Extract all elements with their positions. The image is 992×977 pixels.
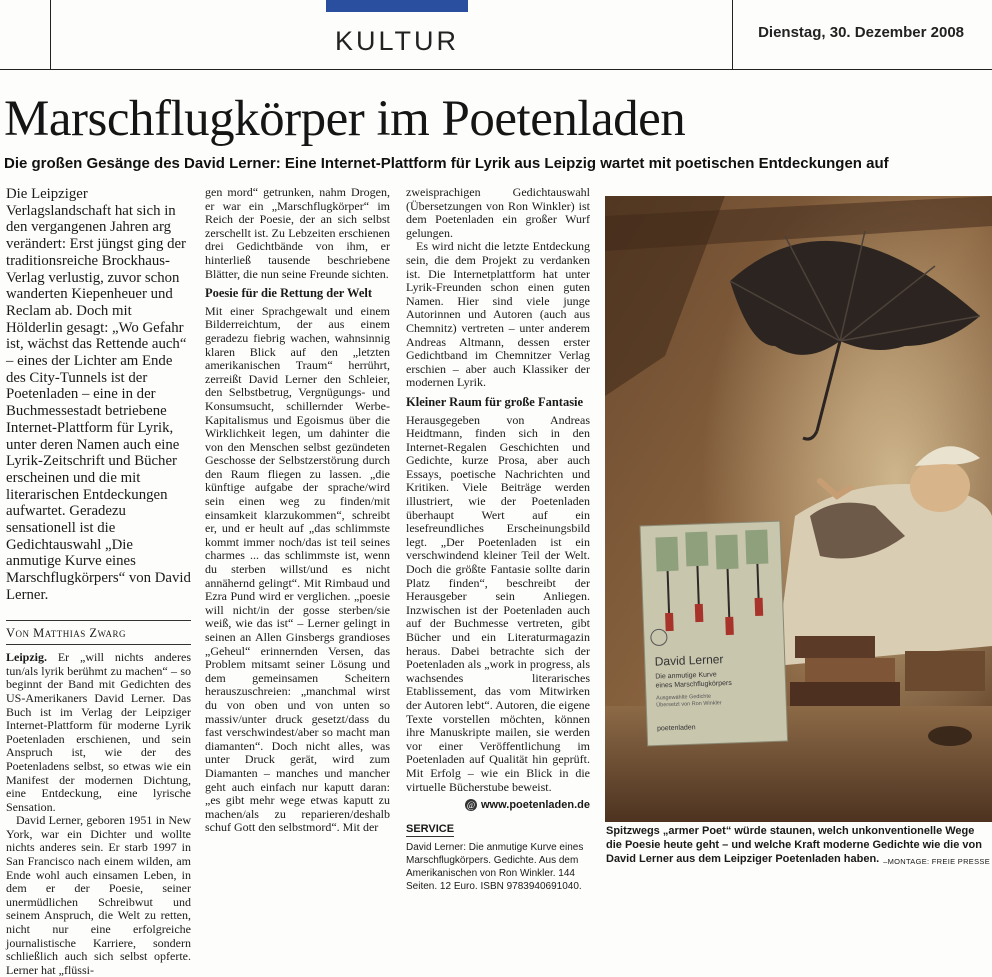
book-stack-3 xyxy=(790,682,900,708)
painting-montage xyxy=(605,196,992,822)
col3-paragraph-2: Es wird nicht die letzte Entdeckung sein, die dem Projekt zu verdanken ist. Die Internetplattform hat unter Lyrik-Freunden schon einen guten Namen. Hier sind viele junge Autorinnen und Autoren (auch aus Chemnitz) vertreten – unter anderem Andreas Altmann, dessen erster Gedichtband im Chemnitzer Verlag erschien – aber auch Klassiker der modernen Lyrik. xyxy=(406,239,590,390)
issue-date: Dienstag, 30. Dezember 2008 xyxy=(758,24,964,41)
book-title-2: eines Marschflugkörpers xyxy=(655,679,732,690)
col1-paragraph-1-text: Er „will nichts anderes tun/als lyrik berühmt zu machen“ – so beginnt der Band mit Gedichten des US-Amerikaners David Lerner. Das Buch ist im Verlag der Leipziger Internet-Plattform für moderne Lyrik Poetenladen erschienen, und sein Anspruch ist, wie der des Poetenladens selbst, so etwas wie ein Manifest der modernen Dichtung, eine Entdeckung, eine lyrische Sensation. xyxy=(6,650,191,814)
byline: Von Matthias Zwarg xyxy=(6,625,127,640)
article-picture xyxy=(605,196,992,822)
web-link-row xyxy=(406,798,590,813)
section-title: KULTUR xyxy=(334,26,459,56)
book-stack-1 xyxy=(795,636,875,658)
masthead-divider-left xyxy=(50,0,51,70)
book-publisher: poetenladen xyxy=(656,724,696,733)
lead-paragraph: Die Leipziger Verlagslandschaft hat sich in den vergangenen Jahren arg verändert: Erst jüngst ging der traditionsreiche Brockhaus-Verlag verlustig, zuvor schon wanderten Kiepenheuer und Reclam ab. Doch mit Hölderlin gesagt: „Wo Gefahr ist, wächst das Rettende auch“ – eines der Lichter am Ende des City-Tunnels ist der Poetenladen – eine in der Buchmessestadt betriebene Internet-Plattform für Lyrik, unter deren Namen auch eine Lyrik-Zeitschrift und Bücher erscheinen und die mit literarischen Entdeckungen aufwartet. Geradezu sensationell ist die Gedichtauswahl „Die anmutige Kurve eines Marschflugkörpers“ von David Lerner. xyxy=(6,186,191,603)
col2-paragraph-2: Mit einer Sprachgewalt und einem Bilderreichtum, der aus einem geradezu fiebrig wachen, wahnsinnig klaren Blick auf den „letzten amerikanischen Traum“ herrührt, zerreißt David Lerner den Schleier, den Selbstbetrug, Vergnügungs- und Konsumsucht, schillernder Werbe-Kapitalismus und Egoismus über die Wirklichkeit legen, um dahinter die von den Menschen selbst gezündeten Geschosse der Selbstzerstörung durch den Raum fliegen zu lassen. „die künftige aufgabe der sprache/wird sein einen weg zu finden/mit einsamkeit klarzukommen“, schreibt er, und er heult auf „das schlimmste kommt immer noch/das ist teil seines charmes ... das schlimmste ist, wenn du sterben willst/und es nicht annähernd gelingt“. Mit Rimbaud und Ezra Pund wird er verglichen. „poesie will nicht/in der gosse sterben/sie weiß, wie das ist“ – Lerner gelingt in seinen an Allen Ginsbergs grandioses „Geheul“ erinnernden Versen, das Problem mitsamt seiner Lösung und dem gemeinsamen Scheitern herauszuschreien: „manchmal wirst du von oben und von unten so massiv/unter druck gesetzt/dass du fast verschwindest/aber so macht man diamanten“. Doch nicht alles, was unter Druck gerät, wird zum Diamanten – manches und mancher geht auch einfach nur kaputt daran: „es gibt mehr wege etwas kaputt zu machen/als zu reparieren/deshalb schuf Gott den selbstmord“. Mit der xyxy=(205,303,390,835)
book-subtitle-1: Ausgewählte Gedichte xyxy=(655,693,712,702)
column-3 xyxy=(406,186,590,893)
book-subtitle-2: Übersetzt von Ron Winkler xyxy=(656,700,722,709)
stool xyxy=(905,651,985,691)
headline: Marschflugkörper im Poetenladen xyxy=(4,91,686,147)
masthead-rule xyxy=(0,69,992,70)
subheadline: Die großen Gesänge des David Lerner: Eine Internet-Plattform für Lyrik aus Leipzig wartet mit poetischen Entdeckungen auf xyxy=(4,155,889,172)
service-text: David Lerner: Die anmutige Kurve eines Marschflugkörpers. Gedichte. Aus dem Amerikanischen von Ron Winkler. 144 Seiten. 12 Euro. ISBN 9783940691040. xyxy=(406,842,584,893)
col1-paragraph-2: David Lerner, geboren 1951 in New York, war ein Dichter und wollte nichts anderes sein. Er starb 1997 in San Francisco nach einem wilden, am Ende wohl auch einsamen Leben, in dem er der Poesie, seiner unermüdlichen Schreibwut und seinem Anspruch, die Welt zu retten, nicht nur eine erfolgreiche journalistische Karriere, sondern schließlich auch sich selbst opferte. Lerner hat „flüssi- xyxy=(6,813,191,977)
photo-credit: –MONTAGE: FREIE PRESSE xyxy=(883,857,990,866)
col2-paragraph-1: gen mord“ getrunken, nahm Drogen, er war ein „Marschflugkörper“ im Reich der Poesie, der an sich selbst zerschellt ist. Zu Lebzeiten erschienen drei Gedichtbände von ihm, er hinterließ tausende beschriebene Blätter, die nun seine Freunde sichten. xyxy=(205,185,390,281)
section-color-bar xyxy=(326,0,468,12)
col1-paragraph-1 xyxy=(6,651,191,814)
byline-rule xyxy=(6,620,191,621)
service-heading: SERVICE xyxy=(406,823,454,838)
col3-paragraph-1: zweisprachigen Gedichtauswahl (Übersetzungen von Ron Winkler) ist dem Poetenladen ein großer Wurf gelungen. xyxy=(406,185,590,240)
pot xyxy=(928,726,972,746)
col2-subheading: Poesie für die Rettung der Welt xyxy=(205,286,372,301)
column-1 xyxy=(6,186,191,977)
byline-rule-bottom xyxy=(6,644,191,645)
col3-subheading: Kleiner Raum für große Fantasie xyxy=(406,394,584,409)
web-link[interactable]: www.poetenladen.de xyxy=(481,799,590,812)
poet-head xyxy=(910,460,970,512)
col3-paragraph-3: Herausgegeben von Andreas Heidtmann, finden sich in den Internet-Regalen Geschichten und Gedichte, kurze Prosa, aber auch Essays, poetische Nachrichten und Kritiken. Viele Beiträge werden illustriert, wie der Poetenladen überhaupt Wert auf ein lesefreundliches Erscheinungsbild legt. „Der Poetenladen ist ein verschwindend kleiner Teil der Welt. Doch die größte Fantasie sollte darin Platz finden“, beschreibt der Herausgeber sein Anliegen. Inzwischen ist der Poetenladen auch auf der Buchmesse vertreten, gibt Bücher und ein Literaturmagazin heraus. Dabei betrachte sich der Poetenladen als „work in progress, als wachsendes literarisches Etablissement, das vom Mitwirken der Autoren lebt“. Autoren, die eigene Texte vorstellen möchten, können ihre Manuskripte mailen, sie werden vor einer Veröffentlichung im Poetenladen auf Qualität hin geprüft. Mit Erfolg – wie ein Blick in die virtuelle Bücherstube beweist. xyxy=(406,412,590,794)
column-2 xyxy=(205,186,390,835)
picture-caption xyxy=(606,824,990,869)
book-stack-2 xyxy=(805,658,895,682)
masthead-divider-right xyxy=(732,0,733,70)
dateline: Leipzig. xyxy=(6,650,47,665)
caption-text: Spitzwegs „armer Poet“ würde staunen, welch unkonventionelle Wege die Poesie heute geht – und welche Kraft moderne Gedichte wie die von David Lerner aus dem Leipziger Poetenladen haben. xyxy=(606,825,982,865)
book-cover xyxy=(640,521,788,746)
book-title-1: Die anmutige Kurve xyxy=(655,671,717,681)
at-icon: @ xyxy=(466,800,476,811)
book-author: David Lerner xyxy=(654,652,724,669)
